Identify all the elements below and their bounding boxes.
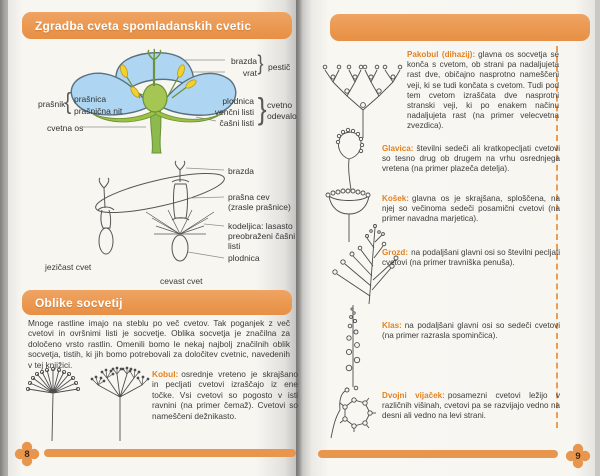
pakobul-term: Pakobul (dihazij):: [407, 50, 476, 59]
page-number-left-value: 8: [24, 448, 30, 460]
klas-text: na podaljšani glavni osi so sedeči cvetovi (na primer razrasla spominčica).: [382, 321, 560, 341]
section-klas: [382, 321, 560, 341]
label-plodnica-2: plodnica: [228, 253, 260, 263]
left-section-header-bar: [22, 290, 292, 315]
page-number-right: [566, 444, 590, 468]
pakobul-diagram: [323, 46, 403, 138]
kosek-text: glavna os je skrajšana, sploščena, na njej so večinoma sedeči posamični cvetovi (na primer navadna marjetica).: [382, 194, 560, 224]
label-brazda-2: brazda: [228, 166, 254, 176]
page-right: [303, 0, 595, 476]
left-section-header-title: Oblike socvetij: [35, 295, 123, 310]
dvojni-vijacek-diagram: [323, 386, 381, 438]
left-footer-rule: [44, 449, 296, 457]
dvojni-vijacek-text: posamezni cvetovi ležijo v različnih višinah, cvetovi pa se razvijajo vedno na desni ali vedno na levi strani.: [382, 391, 560, 421]
label-brazda: brazda: [231, 56, 257, 66]
label-pestic: pestič: [268, 62, 291, 72]
umbel-diagrams: [20, 369, 160, 441]
label-cvetna-os: cvetna os: [47, 123, 84, 133]
brace-pestic: }: [257, 52, 264, 75]
caption-cevast-cvet: cevast cvet: [160, 276, 203, 286]
label-cvetno-odevalo: cvetno odevalo: [267, 100, 297, 121]
page-left: [8, 0, 296, 476]
label-casni-listi: čašni listi: [219, 118, 254, 128]
grozd-term: Grozd:: [382, 248, 409, 257]
brace-cvetno-odevalo: }: [257, 91, 267, 126]
kobul-term: Kobul:: [152, 369, 179, 379]
label-prasnicna-nit: prašnična nit: [74, 106, 123, 116]
left-header-title: Zgradba cveta spomladanskih cvetic: [35, 18, 252, 33]
section-pakobul: [407, 50, 559, 132]
left-header-bar: [22, 12, 292, 39]
kosek-term: Košek:: [382, 194, 409, 203]
label-prasnik: prašnik: [38, 99, 66, 109]
label-kodeljica: kodeljica: lasasto preobraženi čašni listi: [228, 221, 296, 251]
caption-jezicast-cvet: jezičast cvet: [45, 262, 92, 272]
brace-prasnik: {: [64, 88, 72, 114]
section-grozd: [382, 248, 560, 268]
klas-term: Klas:: [382, 321, 402, 330]
section-kosek: [382, 194, 560, 225]
dvojni-vijacek-term: Dvojni vijaček:: [382, 391, 445, 400]
kobul-paragraph: [152, 369, 298, 421]
label-vrat: vrat: [242, 68, 257, 78]
right-footer-rule: [318, 450, 558, 458]
section-glavica: [382, 144, 560, 175]
pakobul-text: glavna os socvetja se konča s cvetom, ob strani pa nadaljujeta rast dve, običajno nasprotno nameščeni veji, ki se tudi končata s cvetom. Tudi pod tem cvetom izraščata dve nasprotni stranski veji, ki po enakem načinu nadaljujeta rast (na primer velecvetna zvezdica).: [407, 50, 559, 131]
label-prasna-cev: prašna cev (zrasle prašnice): [228, 192, 291, 212]
kobul-text: osrednje vreteno je skrajšano in pecljati cvetovi izraščajo iz ene točke. Vsi cvetovi so pogosto v isti ravnini (na primer čemaž). Cvetovi so nameščeni dežnikasto.: [152, 369, 298, 421]
glavica-text: številni sedeči ali kratkopecljati cvetovi so tesno drug ob drugem na vrhu osrednjega vretena (na primer plazeča detelja).: [382, 144, 560, 174]
section-dvojni-vijacek: [382, 391, 560, 422]
label-vencni-listi: venčni listi: [214, 107, 254, 117]
grozd-text: na podaljšani glavni osi so številni pecljati cvetovi (na primer travniška penuša).: [382, 248, 560, 268]
right-header-bar: [330, 14, 590, 41]
intro-paragraph: Mnoge rastline imajo na steblu po več cvetov. Tak poganjek z več cvetovi in ovršnimi listi je socvetje. Oblika socvetja je značilna za določeno vrsto rastlin. Omenili bomo le nekaj najbolj značilnih oblik socvetja, tistih, ki jih bomo potrebovali za določitev cvetnic, navedenih v tej knjižici.: [28, 318, 290, 370]
label-prasnica: prašnica: [74, 94, 107, 104]
page-number-left: [15, 442, 39, 466]
page-number-right-value: 9: [575, 450, 581, 462]
glavica-term: Glavica:: [382, 144, 414, 153]
klas-diagram: [339, 302, 367, 387]
label-plodnica: plodnica: [222, 96, 254, 106]
